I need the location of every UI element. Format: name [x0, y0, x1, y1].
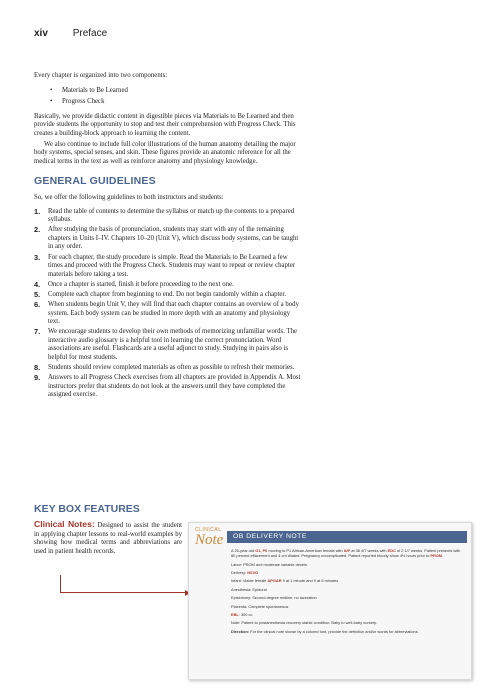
- body-paragraph: Basically, we provide didactic content in digestible pieces via Materials to Be Learned and then provide students the opportunity to stop and test their comprehension with Progress Check. This creates a building-block approach to learning the content.: [34, 112, 296, 137]
- item-text: Read the table of contents to determine the syllabus or match up the contents to a prepared syllabus.: [48, 207, 295, 224]
- guideline-item: [34, 301, 302, 327]
- item-text: We encourage students to develop their own methods of memorizing unfamiliar words. The interactive audio glossary is a helpful tool in learning the correct pronunciation. Word associations are useful. Flashcards are a useful adjunct to study. Studying in pairs also is helpful for most students.: [48, 328, 298, 362]
- highlight-term: G1, P0: [255, 548, 268, 553]
- note-tag-label: Note: [195, 532, 224, 548]
- item-number: 9.: [34, 373, 41, 383]
- note-line-episiotomy: Episiotomy: Second-degree midline, no laceration: [231, 595, 317, 601]
- note-text: A 25-year-old: [231, 548, 256, 553]
- note-line-ebl: [231, 612, 465, 617]
- note-line-note: Note: Patient to postanesthesia recovery stable condition. Baby to well-baby nursery.: [231, 620, 377, 626]
- item-number: 1.: [34, 206, 41, 216]
- body-paragraph: We also continue to include full color illustrations of the human anatomy detailing the major body systems, special senses, and skin. These figures provide an anatomic reference for all the medical terms in the text as well as reinforce anatomy and physiology knowledge.: [34, 140, 296, 165]
- note-text: Infant: Viable female: [231, 578, 268, 584]
- note-line-delivery: [231, 570, 465, 575]
- section-heading-general-guidelines: GENERAL GUIDELINES: [34, 175, 156, 188]
- note-text: Delivery:: [231, 569, 248, 575]
- direction-label: Direction:: [231, 628, 250, 634]
- note-line-infant: [231, 578, 465, 583]
- callout-connector-line: [60, 575, 187, 593]
- page-header: [34, 28, 107, 39]
- component-list: [50, 87, 302, 107]
- list-item: • Materials to Be Learned: [50, 87, 302, 96]
- note-text: : 300 cc: [238, 611, 253, 617]
- note-line-placenta: Placenta: Complete spontaneous: [231, 603, 289, 609]
- note-direction: [231, 629, 465, 634]
- guideline-item: [34, 226, 302, 252]
- item-text: Students should review completed materials as often as possible to refresh their memories.: [48, 364, 295, 372]
- note-intro: [231, 548, 465, 558]
- guideline-item: [34, 374, 302, 400]
- item-text: Once a chapter is started, finish it before proceeding to the next one.: [48, 280, 234, 288]
- highlight-term: EBL: [231, 611, 239, 617]
- guideline-item: [34, 281, 302, 290]
- note-text: For the clinical note shown by a colored font, provide the definition and/or words for abbreviations.: [249, 628, 419, 634]
- guideline-item: [34, 291, 302, 300]
- guidelines-intro: So, we offer the following guidelines to both instructors and students:: [34, 193, 224, 201]
- item-number: 6.: [34, 299, 41, 309]
- list-item: • Progress Check: [50, 98, 302, 107]
- item-text: Complete each chapter from beginning to end. Do not begin randomly within a chapter.: [48, 290, 287, 298]
- highlight-term: NSVD: [247, 569, 259, 575]
- intro-paragraph: Every chapter is organized into two components:: [34, 72, 168, 79]
- highlight-term: APGAR: [267, 578, 282, 584]
- note-text: .: [442, 553, 444, 559]
- clinical-notes-text: Designed to assist the student in applying chapter lessons to real-world examples by showing how medical terms and abbreviations are used in patient health records.: [34, 522, 183, 555]
- note-text: of 2 1/7 weeks. Patient presents with 80 percent effacement and 4 cm dilated. Pregnancy uncomplicated. Patient reported bloody show 4½ hours prior to: [231, 548, 461, 559]
- clinical-tag-label: CLINICAL: [195, 527, 222, 533]
- clinical-note-tag: [195, 527, 225, 548]
- highlight-term: PROM: [430, 553, 443, 559]
- guideline-item: [34, 208, 302, 225]
- note-title-bar: OB DELIVERY NOTE: [227, 531, 467, 543]
- highlight-term: IUP: [343, 548, 351, 553]
- item-number: 8.: [34, 363, 41, 373]
- item-text: Answers to all Progress Check exercises from all chapters are provided in Appendix A. Most instructors prefer that students do not look at the answers until they have completed the assigned exercise.: [48, 374, 301, 399]
- highlight-term: EDC: [387, 548, 396, 553]
- clinical-note-figure: [188, 522, 472, 680]
- page-number: xiv: [34, 28, 48, 39]
- note-line-labor: Labor: PROM and moderate variable decels: [231, 561, 307, 567]
- item-text: When students begin Unit V, they will find that each chapter contains an overview of a body system. Each body system can be studied in more depth with an anatomy and physiology text.: [48, 300, 299, 326]
- item-text: After studying the basis of pronunciation, students may start with any of the remaining chapters in Units I–IV. Chapters 10–20 (Unit V), which discuss body systems, can be taught in any order.: [48, 226, 299, 251]
- item-number: 5.: [34, 289, 41, 299]
- guidelines-list: [34, 208, 302, 400]
- guideline-item: [34, 364, 302, 373]
- clinical-notes-label: Clinical Notes:: [34, 519, 95, 529]
- running-head: Preface: [72, 28, 108, 39]
- note-text: moving to P1 African-American female with: [267, 548, 344, 553]
- note-text: 9 at 1 minute and 9 at 5 minutes: [281, 578, 339, 584]
- note-line-anesthesia: Anesthesia: Epidural: [231, 586, 267, 592]
- guideline-item: [34, 254, 302, 280]
- main-content: [34, 72, 302, 402]
- note-text: at 36 4/7 weeks with: [350, 548, 388, 553]
- item-number: 7.: [34, 327, 41, 337]
- note-body: [231, 548, 465, 637]
- clinical-notes-description: [34, 520, 182, 556]
- item-number: 3.: [34, 252, 41, 262]
- section-heading-key-box-features: KEY BOX FEATURES: [34, 503, 140, 515]
- item-number: 4.: [34, 279, 41, 289]
- guideline-item: [34, 328, 302, 362]
- item-text: For each chapter, the study procedure is simple. Read the Materials to Be Learned a few times and proceed with the Progress Check. Students may want to repeat or review chapter materials before taking a test.: [48, 253, 296, 278]
- item-number: 2.: [34, 225, 41, 235]
